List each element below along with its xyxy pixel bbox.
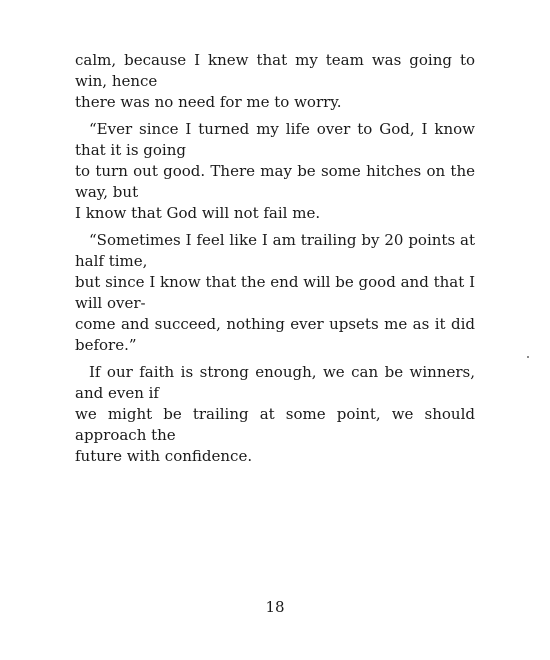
paragraph-quote-trailing: “Sometimes I feel like I am trailing by 20 points at half time, but since I know that the end will be good and that I will over- come and succeed, nothing ever upsets me as it did before.”: [75, 231, 475, 354]
paragraph-conclusion: If our faith is strong enough, we can be winners, and even if we might be trailing at some point, we should approach the future with confidence.: [75, 363, 475, 465]
body-text: [75, 50, 475, 473]
paragraph-continuation: calm, because I knew that my team was going to win, hence there was no need for me to worry.: [75, 51, 475, 111]
scan-speck: [527, 356, 529, 358]
paragraph-quote-god: “Ever since I turned my life over to God, I know that it is going to turn out good. There may be some hitches on the way, but I know that God will not fail me.: [75, 120, 475, 222]
page-number: 18: [265, 598, 285, 616]
